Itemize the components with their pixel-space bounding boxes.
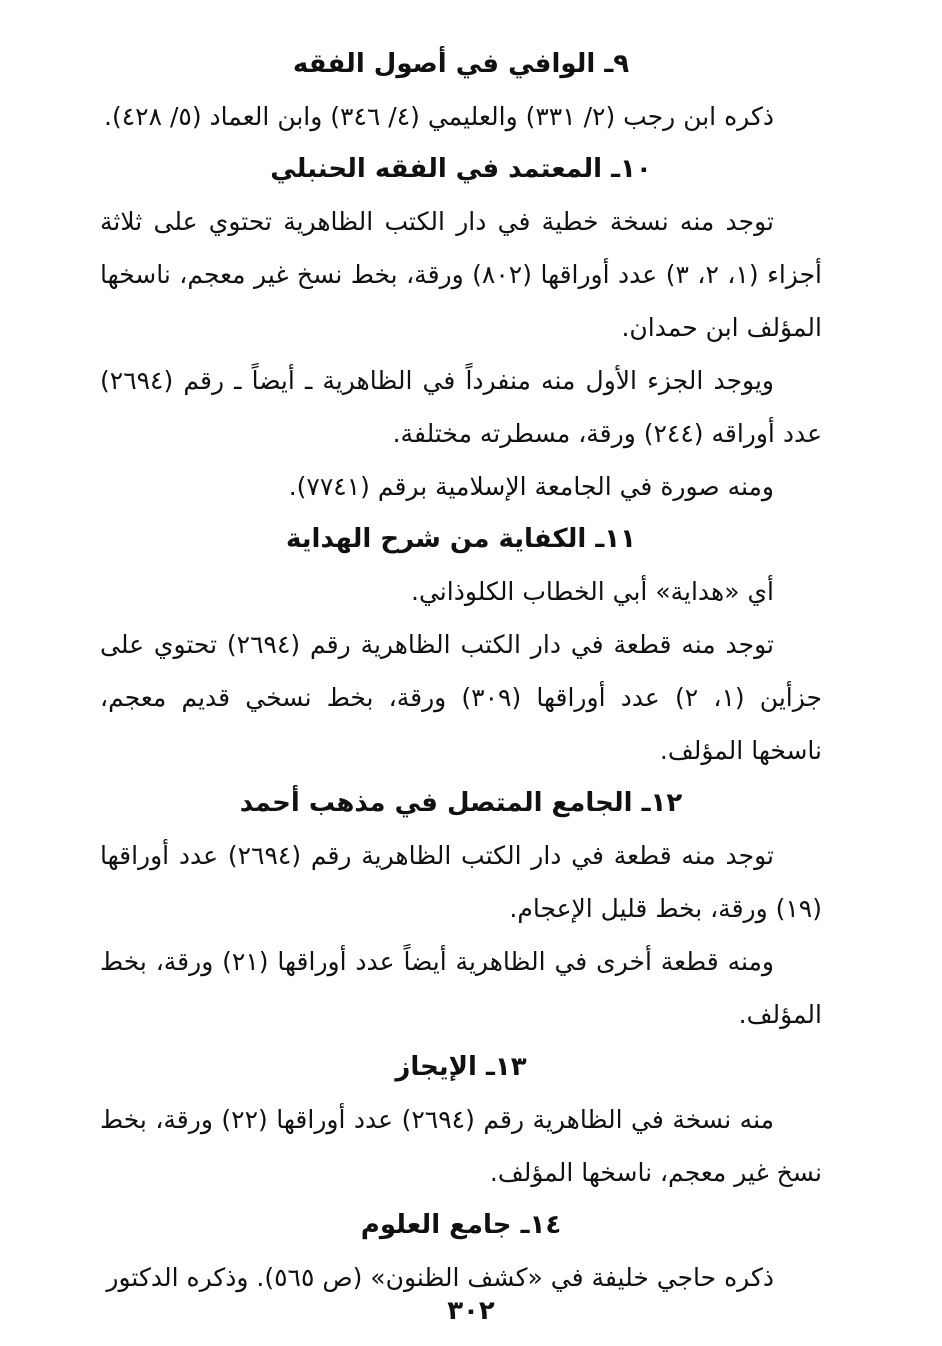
entry-11: [100, 513, 822, 777]
entry-heading: ١٣ـ الإيجاز: [395, 1052, 527, 1082]
entry-paragraph: ومنه صورة في الجامعة الإسلامية برقم (٧٧٤١).: [288, 472, 774, 501]
entry-10: [100, 143, 822, 513]
entry-12: [100, 777, 822, 1041]
entry-heading: ١١ـ الكفاية من شرح الهداية: [286, 524, 636, 554]
entry-heading: ١٢ـ الجامع المتصل في مذهب أحمد: [239, 788, 683, 818]
entry-9: [100, 38, 822, 143]
entry-paragraph: ذكره ابن رجب (٢/ ٣٣١) والعليمي (٤/ ٣٤٦) وابن العماد (٥/ ٤٢٨).: [104, 102, 774, 131]
entry-paragraph: ويوجد الجزء الأول منه منفرداً في الظاهرية ـ أيضاً ـ رقم (٢٦٩٤) عدد أوراقه (٢٤٤) ورقة، مسطرته مختلفة.: [100, 366, 822, 448]
entry-13: [100, 1041, 822, 1199]
entry-heading: ٩ـ الوافي في أصول الفقه: [292, 49, 630, 79]
entry-paragraph: توجد منه قطعة في دار الكتب الظاهرية رقم (٢٦٩٤) تحتوي على جزأين (١، ٢) عدد أوراقها (٣٠٩) ورقة، بخط نسخي قديم معجم، ناسخها المؤلف.: [100, 630, 822, 765]
entry-paragraph: ذكره حاجي خليفة في «كشف الظنون» (ص ٥٦٥). وذكره الدكتور: [106, 1263, 774, 1292]
entry-heading: ١٤ـ جامع العلوم: [360, 1210, 562, 1240]
entry-paragraph: ومنه قطعة أخرى في الظاهرية أيضاً عدد أوراقها (٢١) ورقة، بخط المؤلف.: [100, 947, 822, 1029]
entry-paragraph: توجد منه نسخة خطية في دار الكتب الظاهرية تحتوي على ثلاثة أجزاء (١، ٢، ٣) عدد أوراقها (٨٠٢) ورقة، بخط نسخ غير معجم، ناسخها المؤلف ابن حمدان.: [100, 207, 822, 342]
entry-paragraph: أي «هداية» أبي الخطاب الكلوذاني.: [411, 577, 774, 606]
entry-paragraph: توجد منه قطعة في دار الكتب الظاهرية رقم (٢٦٩٤) عدد أوراقها (١٩) ورقة، بخط قليل الإعجام.: [100, 841, 822, 923]
page-number: ٣٠٢: [447, 1296, 495, 1326]
page-content: [100, 38, 822, 1304]
entry-heading: ١٠ـ المعتمد في الفقه الحنبلي: [270, 154, 652, 184]
entry-14: [100, 1199, 822, 1304]
entry-paragraph: منه نسخة في الظاهرية رقم (٢٦٩٤) عدد أوراقها (٢٢) ورقة، بخط نسخ غير معجم، ناسخها المؤلف.: [100, 1105, 822, 1187]
